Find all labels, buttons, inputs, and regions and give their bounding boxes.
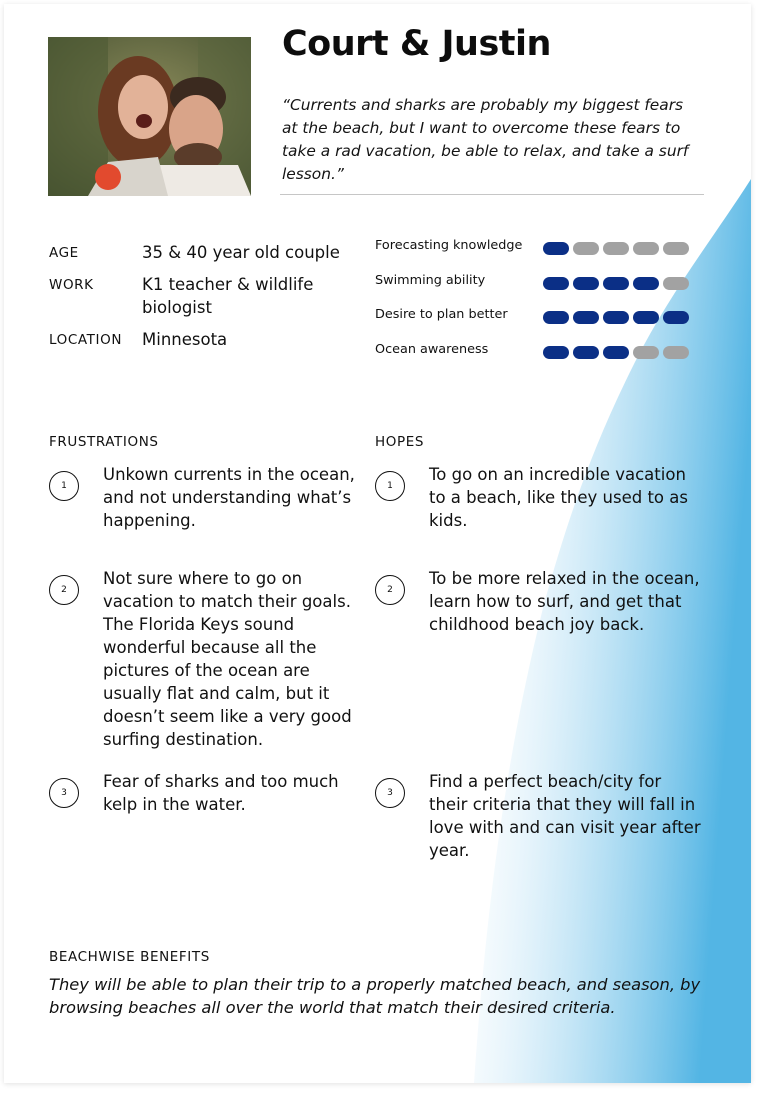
skill-label: Desire to plan better: [375, 307, 508, 322]
rating-pill-filled: [543, 311, 569, 324]
rating-pill-empty: [663, 346, 689, 359]
rating-pill-filled: [603, 277, 629, 290]
facts-list: [49, 241, 347, 360]
rating-pills: [543, 311, 693, 324]
hopes-heading: HOPES: [375, 434, 425, 450]
number-badge: 2: [375, 575, 405, 605]
skill-label: Swimming ability: [375, 272, 486, 288]
rating-pill-empty: [603, 242, 629, 255]
skill-label: Ocean awareness: [375, 341, 489, 357]
rating-pills: [543, 277, 693, 290]
fact-label: LOCATION: [49, 332, 123, 348]
fact-label: AGE: [49, 245, 79, 261]
rating-pill-empty: [663, 277, 689, 290]
rating-pill-filled: [603, 311, 629, 324]
couple-photo: [48, 37, 251, 196]
rating-pill-filled: [663, 311, 689, 324]
number-badge: 1: [49, 471, 79, 501]
rating-pill-filled: [543, 242, 569, 255]
hope-text: To be more relaxed in the ocean, learn how to surf, and get that childhood beach joy back.: [429, 569, 700, 634]
fact-value: 35 & 40 year old couple: [142, 243, 340, 262]
divider: [280, 194, 704, 195]
frustration-text: Unkown currents in the ocean, and not understanding what’s happening.: [103, 465, 355, 530]
rating-pills: [543, 242, 693, 255]
benefits-heading: BEACHWISE BENEFITS: [49, 949, 210, 965]
rating-pill-filled: [573, 277, 599, 290]
number-badge: 2: [49, 575, 79, 605]
rating-pill-filled: [573, 346, 599, 359]
rating-pill-empty: [573, 242, 599, 255]
persona-quote: “Currents and sharks are probably my biggest fears at the beach, but I want to overcome these fears to take a rad vacation, be able to relax, and take a surf lesson.”: [282, 96, 689, 183]
hope-text: Find a perfect beach/city for their criteria that they will fall in love with and can visit year after year.: [429, 772, 701, 860]
persona-card: [4, 4, 751, 1083]
fact-label: WORK: [49, 277, 94, 293]
frustration-text: Fear of sharks and too much kelp in the water.: [103, 772, 339, 814]
fact-location: [49, 328, 347, 351]
rating-pill-filled: [603, 346, 629, 359]
fact-age: [49, 241, 347, 264]
number-badge: 1: [375, 471, 405, 501]
rating-pill-empty: [633, 242, 659, 255]
fact-value: K1 teacher & wildlife biologist: [142, 275, 314, 317]
persona-name: Court & Justin: [282, 24, 551, 64]
hope-text: To go on an incredible vacation to a beach, like they used to as kids.: [429, 465, 688, 530]
benefits-text: They will be able to plan their trip to a properly matched beach, and season, by browsing beaches all over the world that match their desired criteria.: [49, 975, 701, 1017]
fact-value: Minnesota: [142, 330, 228, 349]
rating-pill-filled: [573, 311, 599, 324]
number-badge: 3: [375, 778, 405, 808]
skill-label: Forecasting knowledge: [375, 238, 523, 253]
rating-pills: [543, 346, 693, 359]
number-badge: 3: [49, 778, 79, 808]
frustrations-heading: FRUSTRATIONS: [49, 434, 159, 450]
rating-pill-empty: [633, 346, 659, 359]
rating-pill-filled: [543, 277, 569, 290]
rating-pill-filled: [633, 277, 659, 290]
frustration-text: Not sure where to go on vacation to match their goals. The Florida Keys sound wonderful because all the pictures of the ocean are usually flat and calm, but it doesn’t seem like a very good surfing destination.: [103, 569, 352, 749]
rating-pill-filled: [543, 346, 569, 359]
rating-pill-filled: [633, 311, 659, 324]
fact-work: [49, 273, 347, 319]
rating-pill-empty: [663, 242, 689, 255]
